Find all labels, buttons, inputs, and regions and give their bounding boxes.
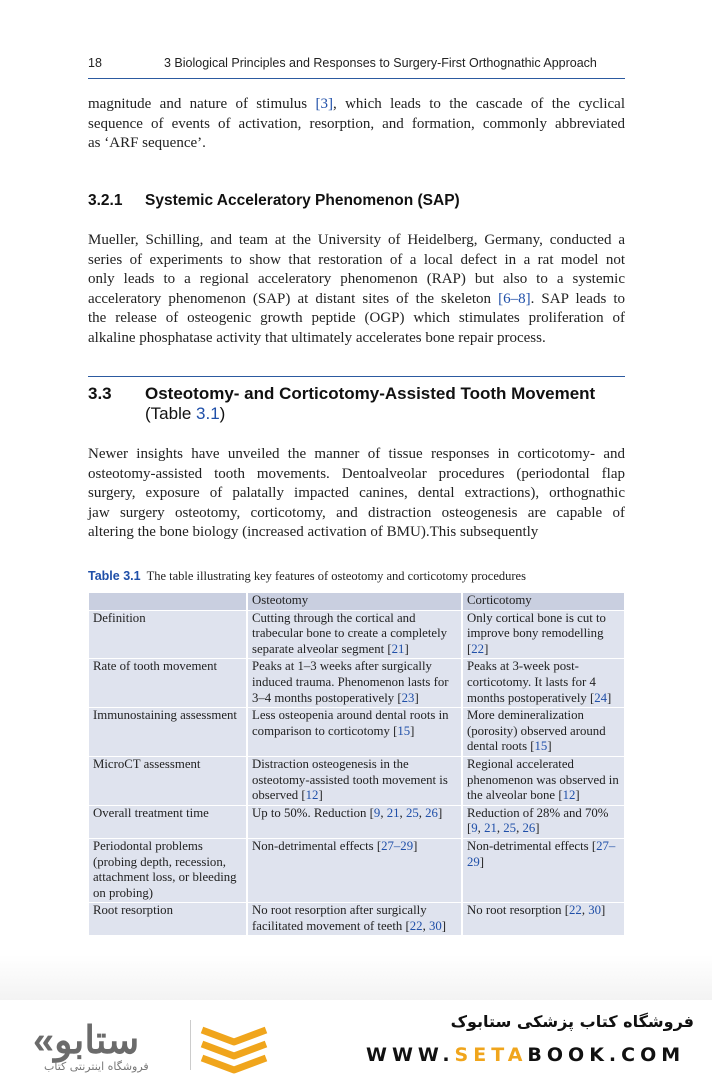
table-cell: Distraction osteogenesis in the osteotomy-assisted tooth movement is observed [12] [248, 757, 461, 805]
shop-url[interactable]: WWW.SETABOOK.COM [366, 1044, 686, 1066]
section-number: 3.3 [88, 384, 112, 403]
table-cell: Only cortical bone is cut to improve bony remodelling [22] [463, 611, 624, 659]
table-cell: No root resorption [22, 30] [463, 903, 624, 935]
table-cell: Non-detrimental effects [27–29] [248, 839, 461, 902]
table-cell: More demineralization (porosity) observed around dental roots [15] [463, 708, 624, 756]
section-number: 3.2.1 [88, 192, 123, 209]
table-header-cell [89, 593, 246, 610]
page-shadow [0, 955, 712, 1000]
table-row [89, 708, 624, 756]
table-cell: MicroCT assessment [89, 757, 246, 805]
caption-text: The table illustrating key features of osteotomy and corticotomy procedures [146, 569, 526, 583]
store-banner [0, 1000, 712, 1079]
section-title: Systemic Acceleratory Phenomenon (SAP) [145, 192, 460, 209]
text-line: the release of osteogenic growth peptide (OGP) which stimulates proliferation of [88, 310, 625, 326]
text-line: as ‘ARF sequence’. [88, 135, 206, 151]
table-caption [88, 569, 526, 584]
citation-link[interactable]: [3] [315, 96, 333, 112]
running-title: 3 Biological Principles and Responses to Surgery-First Orthognathic Approach [164, 56, 597, 70]
table-row [89, 903, 624, 935]
sap-paragraph [88, 231, 625, 348]
table-cell: No root resorption after surgically facilitated movement of teeth [22, 30] [248, 903, 461, 935]
table-cell: Non-detrimental effects [27–29] [463, 839, 624, 902]
table-row [89, 806, 624, 838]
table-cell: Reduction of 28% and 70% [9, 21, 25, 26] [463, 806, 624, 838]
text-line: alkaline phosphatase activity that ultimately accelerates bone repair process. [88, 329, 546, 346]
table-header-cell: Osteotomy [248, 593, 461, 610]
text-line: sequence of events of activation, resorption, and formation, commonly abbreviated [88, 115, 625, 132]
section-subtitle: (Table 3.1) [145, 404, 226, 423]
table-link[interactable]: 3.1 [196, 404, 220, 423]
running-header [88, 56, 625, 79]
table-cell: Rate of tooth movement [89, 659, 246, 707]
table-cell: Up to 50%. Reduction [9, 21, 25, 26] [248, 806, 461, 838]
text-line: surgery, exposure of palatally impacted canines, dental extractions), orthognathic [88, 485, 625, 501]
text-line: Newer insights have unveiled the manner of tissue responses in corticotomy- and [88, 446, 625, 462]
table-row [89, 659, 624, 707]
intro-paragraph [88, 95, 625, 154]
section-title: Osteotomy- and Corticotomy-Assisted Tooth Movement [145, 384, 596, 403]
table-row [89, 757, 624, 805]
text-line: magnitude and nature of stimulus [3], which leads to the cascade of the cyclical [88, 96, 625, 112]
table-row [89, 839, 624, 902]
page-number: 18 [88, 56, 102, 70]
text-line: Mueller, Schilling, and team at the University of Heidelberg, Germany, conducted a [88, 232, 625, 248]
table-cell: Overall treatment time [89, 806, 246, 838]
section-rule [88, 376, 625, 377]
features-table [87, 592, 626, 936]
divider [190, 1020, 191, 1070]
citation-link[interactable]: [6–8] [498, 290, 531, 307]
table-cell: Regional accelerated phenomenon was observed in the alveolar bone [12] [463, 757, 624, 805]
table-cell: Root resorption [89, 903, 246, 935]
table-header-cell: Corticotomy [463, 593, 624, 610]
text-line: altering the bone biology (increased activation of BMU).This subsequently [88, 524, 539, 540]
table-cell: Less osteopenia around dental roots in comparison to corticotomy [15] [248, 708, 461, 756]
text-line: only leads to a regional acceleratory phenomenon (RAP) but also to a systemic [88, 271, 625, 287]
table-label: Table 3.1 [88, 569, 141, 583]
text-line: acceleratory phenomenon (SAP) at distant sites of the skeleton [6–8]. SAP leads to [88, 290, 626, 307]
table-cell: Cutting through the cortical and trabecular bone to create a completely separate alveolar segment [21] [248, 611, 461, 659]
shop-name: فروشگاه کتاب پزشکی ستابوک [450, 1012, 694, 1031]
osteotomy-paragraph [88, 445, 625, 543]
table-cell: Definition [89, 611, 246, 659]
table-cell: Peaks at 3-week post-corticotomy. It lasts for 4 months postoperatively [24] [463, 659, 624, 707]
logo-subtitle: فروشگاه اینترنتی کتاب [44, 1060, 149, 1073]
text-line: osteotomy-assisted tooth movements. Dentoalveolar procedures (periodontal flap [88, 465, 625, 482]
text-line: jaw surgery osteotomy, corticotomy, and distraction osteogenesis are capable of [88, 504, 625, 521]
text-line: series of experiments to show that restoration of a local defect in a rat model not [88, 251, 625, 268]
table-cell: Peaks at 1–3 weeks after surgically induced trauma. Phenomenon lasts for 3–4 months postoperatively [23] [248, 659, 461, 707]
table-cell: Immunostaining assessment [89, 708, 246, 756]
table-row [89, 611, 624, 659]
book-stack-icon [196, 1022, 272, 1074]
logo-wordmark: «ستابو [33, 1020, 140, 1062]
table-cell: Periodontal problems (probing depth, recession, attachment loss, or bleeding on probing) [89, 839, 246, 902]
